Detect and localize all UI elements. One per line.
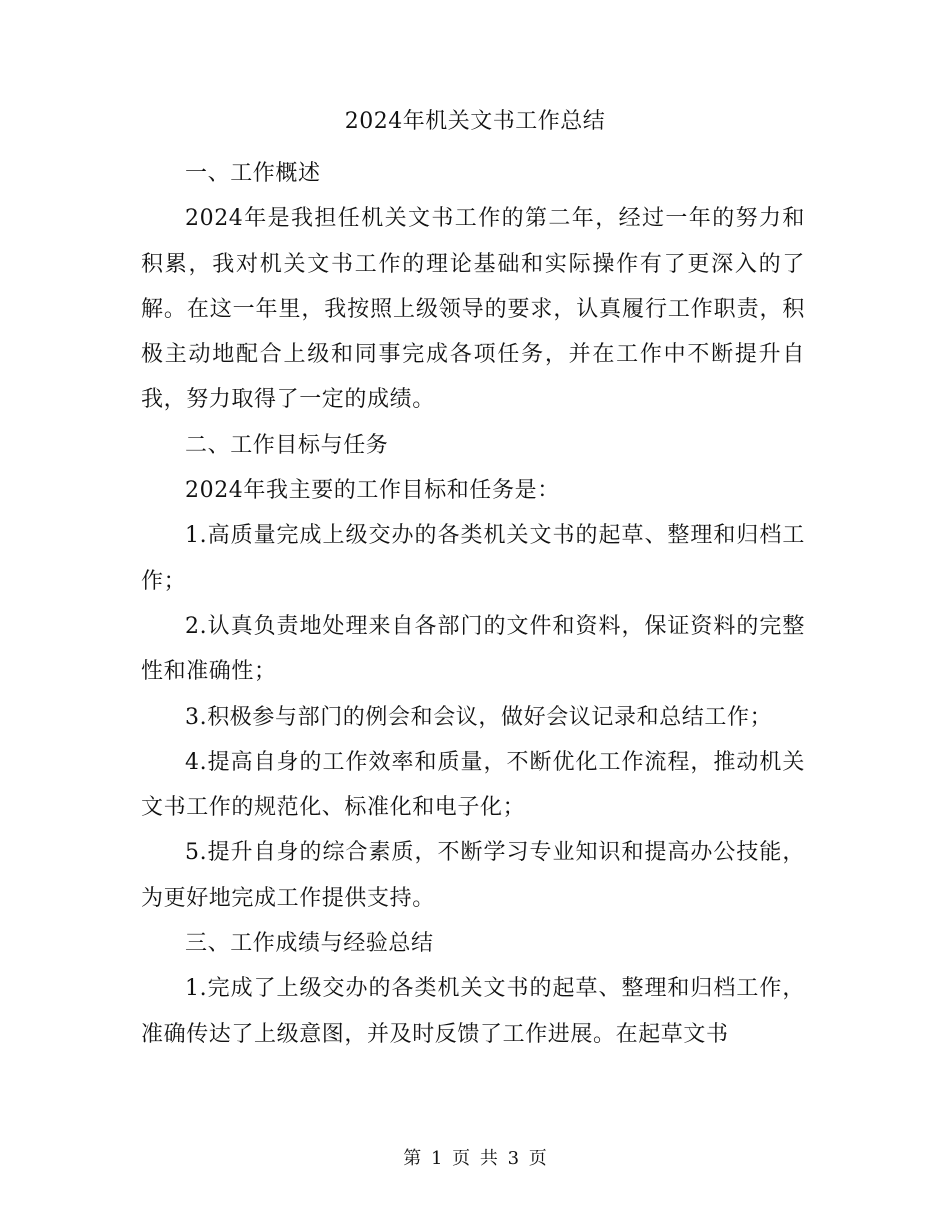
section-heading-achievements: 三、工作成绩与经验总结 bbox=[185, 931, 434, 957]
section-heading-overview: 一、工作概述 bbox=[185, 161, 321, 186]
document-title: 2024年机关文书工作总结 bbox=[344, 109, 606, 134]
list-item-goal-5: 5.提升自身的综合素质，不断学习专业知识和提高办公技能，为更好地完成工作提供支持。 bbox=[141, 840, 805, 911]
paragraph-overview: 2024年是我担任机关文书工作的第二年，经过一年的努力和积累，我对机关文书工作的理论基础和实际操作有了更深入的了解。在这一年里，我按照上级领导的要求，认真履行工作职责，积极主动地配合上级和同事完成各项任务，并在工作中不断提升自我，努力取得了一定的成绩。 bbox=[141, 206, 805, 413]
page-number: 第 1 页 共 3 页 bbox=[403, 1148, 547, 1169]
list-item-goal-2: 2.认真负责地处理来自各部门的文件和资料，保证资料的完整性和准确性； bbox=[141, 613, 805, 685]
section-heading-goals: 二、工作目标与任务 bbox=[185, 432, 389, 458]
document-body bbox=[141, 151, 805, 1057]
list-item-goal-3: 3.积极参与部门的例会和会议，做好会议记录和总结工作； bbox=[185, 704, 773, 730]
list-item-achievement-1: 1.完成了上级交办的各类机关文书的起草、整理和归档工作，准确传达了上级意图，并及时反馈了工作进展。在起草文书 bbox=[141, 976, 805, 1047]
list-item-goal-1: 1.高质量完成上级交办的各类机关文书的起草、整理和归档工作； bbox=[141, 523, 805, 594]
list-item-goal-4: 4.提高自身的工作效率和质量，不断优化工作流程，推动机关文书工作的规范化、标准化和电子化； bbox=[141, 749, 805, 821]
paragraph-goals-intro: 2024年我主要的工作目标和任务是： bbox=[185, 478, 560, 504]
